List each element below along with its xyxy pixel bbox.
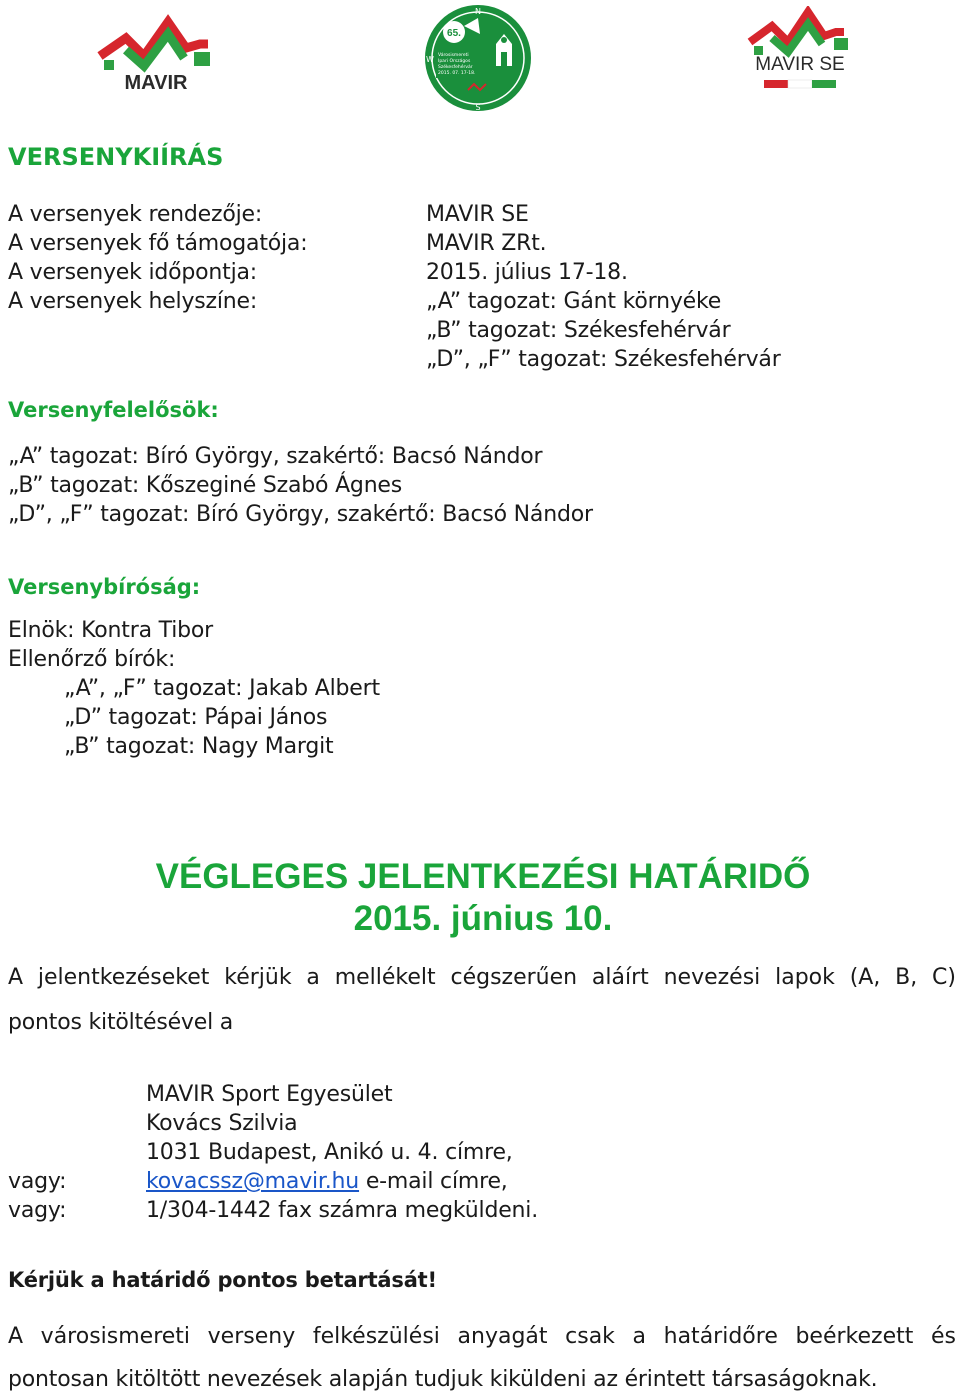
biro-line-af: „A”, „F” tagozat: Jakab Albert — [64, 676, 380, 701]
info-value-location-a: „A” tagozat: Gánt környéke — [426, 289, 722, 314]
felelosok-heading: Versenyfelelősök: — [8, 398, 219, 422]
svg-text:Városismereti: Városismereti — [438, 53, 469, 58]
felelos-line-b: „B” tagozat: Kőszeginé Szabó Ágnes — [8, 473, 403, 498]
contact-email-line — [146, 1167, 508, 1196]
deadline-notice: Kérjük a határidő pontos betartását! — [8, 1268, 437, 1292]
contact-fax: 1/304-1442 fax számra megküldeni. — [146, 1198, 538, 1223]
biro-line-d: „D” tagozat: Pápai János — [64, 705, 328, 730]
svg-text:Székesfehérvár: Székesfehérvár — [438, 65, 473, 70]
page-title: VERSENYKIÍRÁS — [8, 143, 224, 171]
paragraph1-line1: A jelentkezéseket kérjük a mellékelt cégszerűen aláírt nevezési lapok (A, B, C) — [8, 965, 956, 990]
mavir-se-logo-graphic — [744, 6, 854, 96]
info-label-location: A versenyek helyszíne: — [8, 289, 258, 314]
compass-n-label: N — [475, 7, 481, 16]
mavir-se-logo-text: MAVIR SE — [755, 54, 845, 75]
event-badge-logo — [424, 4, 532, 112]
contact-vagy-2: vagy: — [8, 1198, 67, 1223]
contact-org: MAVIR Sport Egyesület — [146, 1082, 393, 1107]
mavir-logo-left-graphic — [96, 14, 216, 94]
birosag-elnok: Elnök: Kontra Tibor — [8, 618, 213, 643]
info-value-sponsor: MAVIR ZRt. — [426, 231, 547, 256]
mavir-logo-left — [96, 14, 216, 94]
birosag-heading: Versenybíróság: — [8, 575, 201, 599]
info-value-location-b: „B” tagozat: Székesfehérvár — [426, 318, 731, 343]
birosag-ellenorzo: Ellenőrző bírók: — [8, 647, 176, 672]
event-badge-graphic — [424, 4, 532, 112]
compass-s-label: S — [475, 103, 481, 112]
contact-person: Kovács Szilvia — [146, 1111, 298, 1136]
info-label-sponsor: A versenyek fő támogatója: — [8, 231, 308, 256]
info-value-location-df: „D”, „F” tagozat: Székesfehérvár — [426, 347, 781, 372]
contact-address: 1031 Budapest, Anikó u. 4. címre, — [146, 1140, 513, 1165]
deadline-heading: VÉGLEGES JELENTKEZÉSI HATÁRIDŐ — [155, 857, 811, 896]
compass-w-label: W — [426, 55, 434, 64]
info-value-organizer: MAVIR SE — [426, 202, 529, 227]
deadline-date: 2015. június 10. — [353, 899, 613, 938]
info-label-organizer: A versenyek rendezője: — [8, 202, 263, 227]
mavir-logo-left-text: MAVIR — [124, 72, 188, 94]
svg-text:Ipari Országos: Ipari Országos — [438, 59, 471, 64]
info-value-date: 2015. július 17-18. — [426, 260, 628, 285]
paragraph2-line1: A városismereti verseny felkészülési anyagát csak a határidőre beérkezett és — [8, 1324, 956, 1349]
contact-vagy-1: vagy: — [8, 1169, 67, 1194]
mavir-se-logo-right — [744, 6, 854, 96]
email-link[interactable]: kovacssz@mavir.hu — [146, 1169, 360, 1194]
paragraph1-line2: pontos kitöltésével a — [8, 1010, 234, 1035]
felelos-line-a: „A” tagozat: Bíró György, szakértő: Bacsó Nándor — [8, 444, 543, 469]
paragraph2-line2: pontosan kitöltött nevezések alapján tudjuk kiküldeni az érintett társaságoknak. — [8, 1367, 878, 1392]
svg-text:2015. 07. 17-18.: 2015. 07. 17-18. — [438, 71, 476, 76]
email-suffix: e-mail címre, — [359, 1169, 508, 1194]
biro-line-b: „B” tagozat: Nagy Margit — [64, 734, 334, 759]
info-label-date: A versenyek időpontja: — [8, 260, 258, 285]
badge-number: 65. — [447, 28, 461, 39]
felelos-line-df: „D”, „F” tagozat: Bíró György, szakértő: Bacsó Nándor — [8, 502, 593, 527]
